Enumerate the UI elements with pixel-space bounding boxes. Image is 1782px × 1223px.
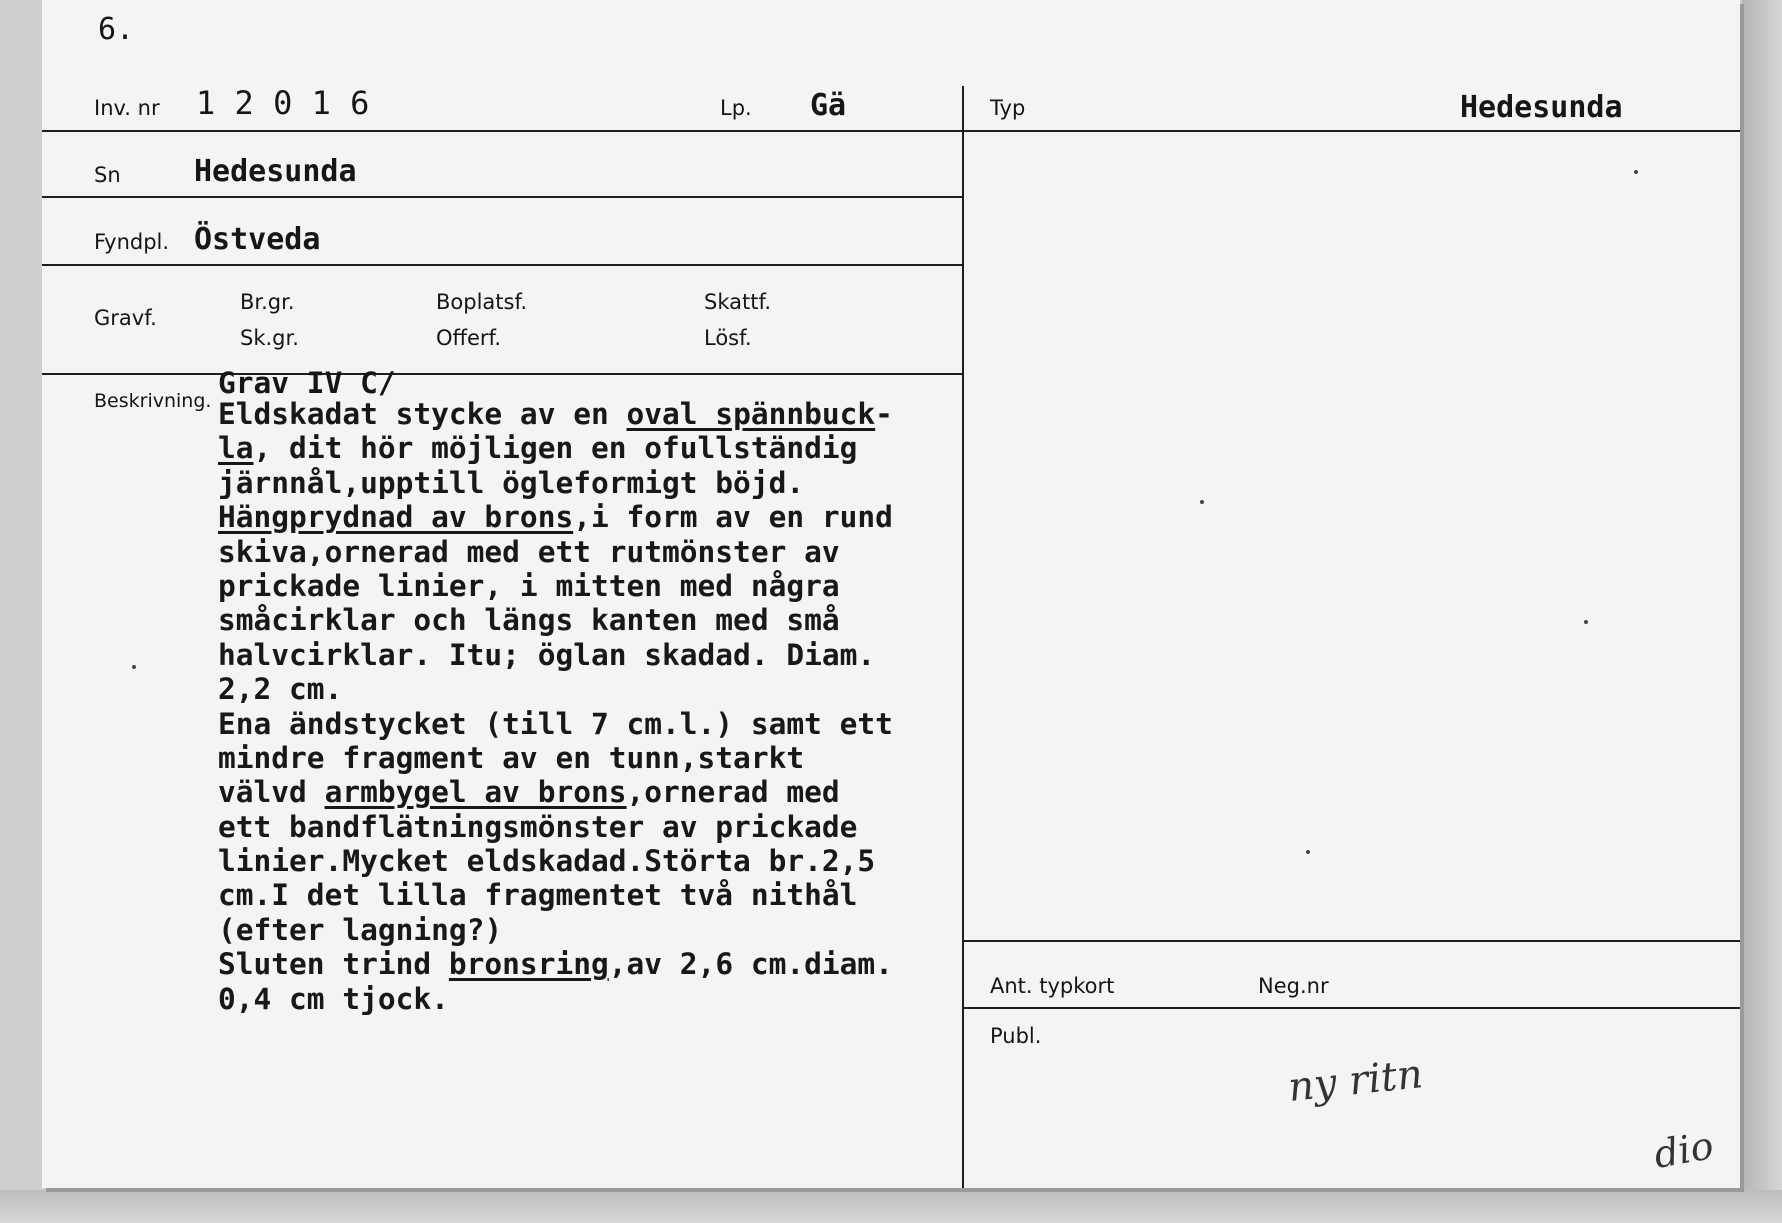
- sn-label: Sn: [94, 163, 121, 187]
- skgr-label: Sk.gr.: [240, 326, 299, 350]
- description-text: [218, 397, 893, 1016]
- description-segment: mindre fragment av en tunn,starkt: [218, 740, 805, 775]
- lp-label: Lp.: [720, 96, 752, 120]
- description-segment: -: [875, 397, 893, 431]
- description-segment: järnnål,upptill ögleformigt böjd.: [218, 465, 805, 500]
- underlined-term: armbygel av brons: [324, 775, 627, 810]
- description-segment: småcirklar och längs kanten med små: [218, 603, 840, 638]
- description-segment: Sluten trind: [218, 947, 449, 982]
- underlined-term: oval spännbuck: [626, 397, 876, 431]
- description-heading: Grav IV C/: [218, 366, 396, 400]
- handwritten-corner-mark: dio: [1650, 1123, 1717, 1177]
- description-segment: linier.Mycket eldskadad.Störta br.2,5: [218, 844, 876, 879]
- scan-speck: [132, 665, 136, 669]
- card-number: 6.: [98, 12, 135, 47]
- description-segment: ,av 2,6 cm.diam.: [608, 947, 893, 982]
- description-segment: cm.I det lilla fragmentet två nithål: [218, 878, 858, 913]
- description-segment: , dit hör möjligen en ofullständig: [253, 431, 858, 466]
- lp-value: Gä: [810, 88, 847, 123]
- offerf-label: Offerf.: [436, 326, 502, 350]
- handwritten-note: ny ritn: [1285, 1051, 1425, 1111]
- scan-speck: [1306, 850, 1310, 854]
- description-line: [218, 982, 893, 1016]
- rule-below-ant: [964, 1007, 1740, 1009]
- description-segment: 0,4 cm tjock.: [218, 981, 449, 1016]
- description-segment: Ena ändstycket (till 7 cm.l.) samt ett: [218, 706, 893, 741]
- description-line: [218, 913, 893, 947]
- scan-speck: [1200, 500, 1204, 504]
- brgr-label: Br.gr.: [240, 290, 295, 314]
- description-segment: ,i form av en rund: [573, 500, 893, 535]
- sn-value: Hedesunda: [194, 154, 357, 189]
- description-line: [218, 878, 893, 912]
- ant-typkort-label: Ant. typkort: [990, 974, 1115, 998]
- gravf-label: Gravf.: [94, 306, 157, 330]
- description-line: [218, 535, 893, 569]
- skattf-label: Skattf.: [704, 290, 771, 314]
- rule-below-category: [42, 373, 964, 375]
- rule-below-sn: [42, 196, 964, 198]
- fyndpl-label: Fyndpl.: [94, 230, 170, 254]
- description-segment: 2,2 cm.: [218, 672, 343, 707]
- description-segment: välvd: [218, 775, 325, 810]
- description-line: [218, 603, 893, 637]
- description-line: [218, 707, 893, 741]
- underlined-term: Hängprydnad av brons: [218, 500, 574, 535]
- rule-above-ant: [964, 940, 1740, 942]
- typ-label: Typ: [990, 96, 1026, 120]
- description-line: [218, 775, 893, 809]
- typ-value: Hedesunda: [1460, 90, 1623, 125]
- inv-label: Inv. nr: [94, 96, 160, 120]
- fyndpl-value: Östveda: [194, 222, 321, 257]
- losf-label: Lösf.: [704, 326, 752, 350]
- inv-value: 1 2 0 1 6: [196, 84, 370, 122]
- rule-below-inv: [42, 130, 964, 132]
- description-line: [218, 466, 893, 500]
- description-line: [218, 397, 893, 431]
- description-line: [218, 672, 893, 706]
- panel-divider: [962, 86, 964, 1188]
- beskrivning-label: Beskrivning.: [94, 390, 212, 412]
- scan-speck: [1634, 170, 1638, 174]
- neg-nr-label: Neg.nr: [1258, 974, 1329, 998]
- description-segment: halvcirklar. Itu; öglan skadad. Diam.: [218, 637, 876, 672]
- description-line: [218, 741, 893, 775]
- description-segment: ett bandflätningsmönster av prickade: [218, 809, 858, 844]
- scan-edge-right: [1742, 0, 1782, 1223]
- description-line: [218, 569, 893, 603]
- description-segment: ,ornerad med: [626, 775, 840, 810]
- description-segment: skiva,ornerad med ett rutmönster av: [218, 534, 840, 569]
- publ-label: Publ.: [990, 1024, 1042, 1048]
- description-line: [218, 947, 893, 981]
- scan-speck: [1584, 620, 1588, 624]
- underlined-term: la: [218, 431, 254, 466]
- description-line: [218, 500, 893, 534]
- description-segment: prickade linier, i mitten med några: [218, 568, 840, 603]
- boplatsf-label: Boplatsf.: [436, 290, 528, 314]
- underlined-term: bronsring: [448, 947, 609, 982]
- description-line: [218, 638, 893, 672]
- catalog-card: [42, 0, 1740, 1188]
- scan-edge-bottom: [0, 1190, 1782, 1223]
- rule-below-fyndpl: [42, 264, 964, 266]
- description-segment: (efter lagning?): [218, 912, 503, 947]
- description-segment: Eldskadat stycke av en: [218, 397, 627, 431]
- description-line: [218, 810, 893, 844]
- description-line: [218, 431, 893, 465]
- rule-below-typ: [964, 130, 1740, 132]
- description-line: [218, 844, 893, 878]
